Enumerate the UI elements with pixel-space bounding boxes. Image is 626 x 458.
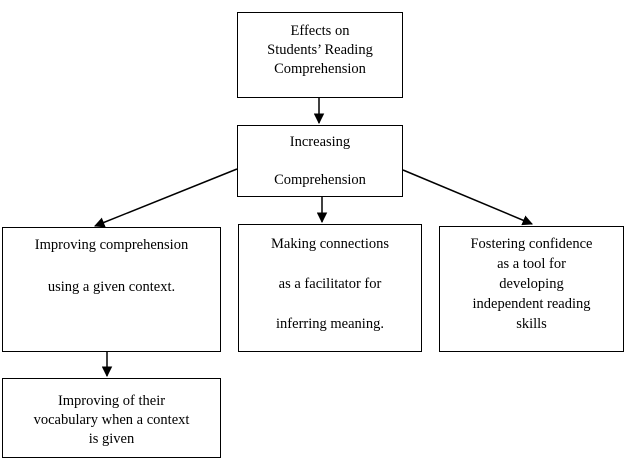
node-improving-vocabulary (2, 378, 221, 458)
arrow-middle-to-right (403, 170, 532, 224)
node-making-connections (238, 224, 422, 352)
node-text-line: as a facilitator for (278, 276, 382, 292)
node-text-line: independent reading (472, 296, 591, 312)
node-text-line: skills (516, 316, 547, 332)
node-text-line (239, 254, 421, 274)
node-text-line: developing (499, 276, 564, 292)
node-effects-on-reading-comprehension (237, 12, 403, 98)
node-text-line: Improving comprehension (34, 237, 189, 253)
node-text-line (239, 294, 421, 314)
node-text-line: Making connections (271, 236, 389, 252)
node-text-line: Fostering confidence (470, 236, 593, 252)
node-text-line: Improving of their (57, 393, 166, 409)
node-text-line: Comprehension (274, 61, 366, 77)
node-text-line: Comprehension (274, 172, 366, 188)
node-text-line (238, 152, 402, 171)
node-text-line (3, 256, 220, 277)
node-improving-comprehension (2, 227, 221, 352)
node-text-line: is given (88, 431, 135, 447)
arrow-middle-to-left (95, 169, 237, 226)
node-text-line: Increasing (289, 134, 351, 150)
node-text-line: using a given context. (47, 279, 176, 295)
node-text-line: vocabulary when a context (33, 412, 190, 428)
node-fostering-confidence (439, 226, 624, 352)
node-increasing-comprehension (237, 125, 403, 197)
node-text-line: inferring meaning. (276, 316, 384, 332)
node-text-line: as a tool for (497, 256, 566, 272)
node-text-line: Students’ Reading (267, 42, 373, 58)
node-text-line: Effects on (290, 23, 350, 39)
